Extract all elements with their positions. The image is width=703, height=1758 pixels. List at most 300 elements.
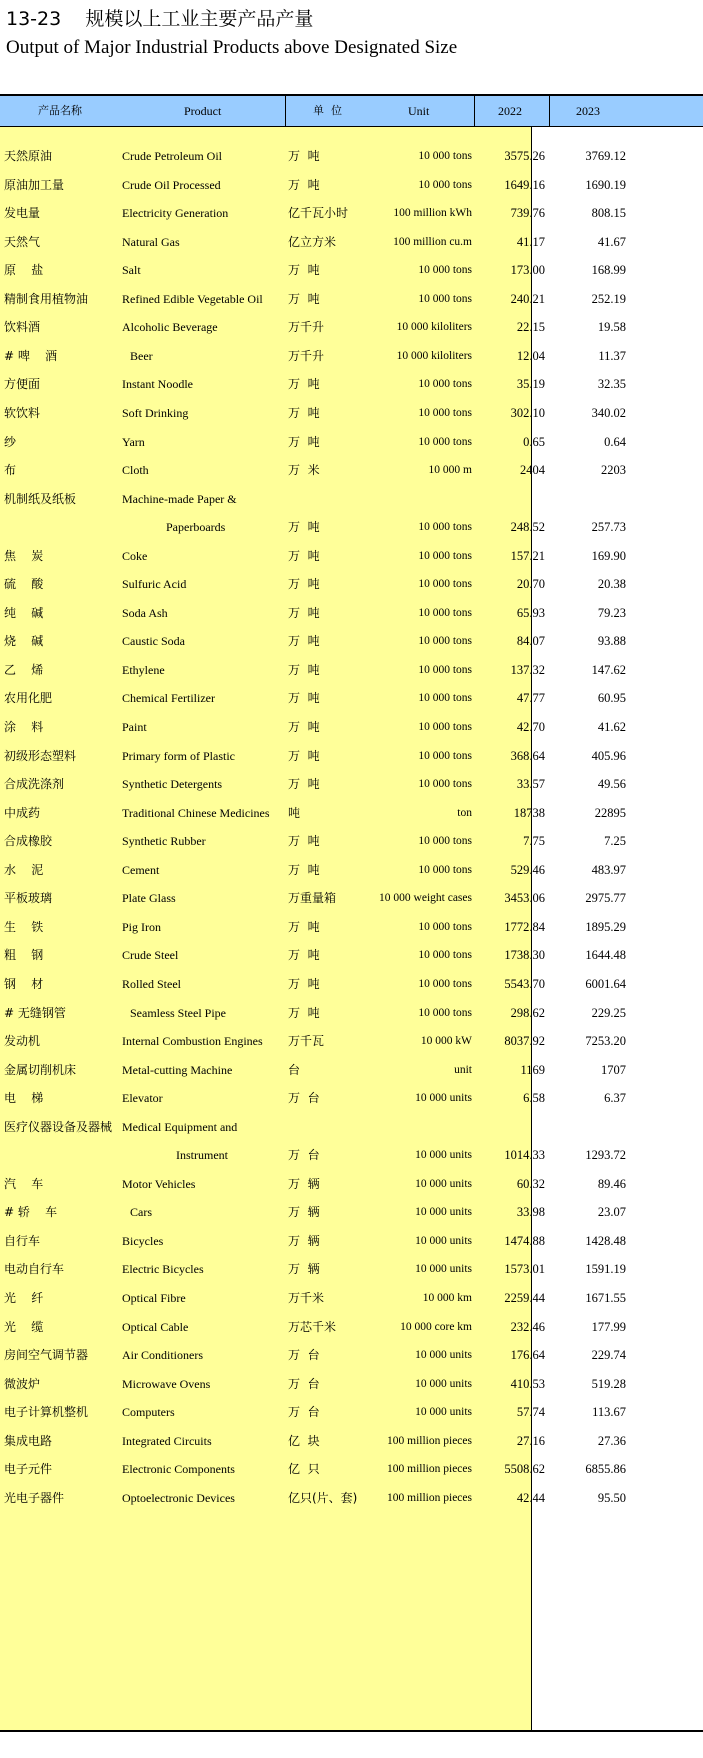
unit-en: 10 000 tons — [418, 635, 472, 648]
value-2022: 18738 — [513, 805, 545, 820]
unit-cn: 万 吨 — [288, 919, 320, 934]
value-2023: 1591.19 — [585, 1262, 626, 1277]
product-name-cn: # 啤 酒 — [4, 348, 58, 363]
unit-cn: 万 辆 — [288, 1262, 320, 1277]
table-row — [0, 797, 703, 829]
product-name-en: Optoelectronic Devices — [122, 1490, 235, 1505]
product-name-cn: 发动机 — [4, 1034, 41, 1049]
value-2023: 177.99 — [591, 1319, 626, 1334]
table-row — [0, 1225, 703, 1257]
value-2022: 1014.33 — [504, 1148, 545, 1163]
unit-en: 10 000 tons — [418, 863, 472, 876]
product-name-en: Crude Petroleum Oil — [122, 149, 222, 163]
table-row — [0, 1482, 703, 1514]
product-name-cn: 天然气 — [4, 234, 41, 249]
product-name-en: Natural Gas — [122, 234, 180, 249]
value-2023: 340.02 — [591, 405, 626, 420]
table-row — [0, 1368, 703, 1400]
product-name-en: Crude Oil Processed — [122, 177, 221, 192]
value-2022: 42.70 — [516, 720, 545, 734]
product-name-cn: 生 铁 — [4, 919, 44, 934]
product-name-cn: 微波炉 — [4, 1376, 41, 1391]
product-name-en: Chemical Fertilizer — [122, 691, 215, 706]
table-row — [0, 882, 703, 914]
product-name-cn: 平板玻璃 — [4, 891, 53, 906]
value-2022: 35.19 — [516, 377, 545, 392]
unit-en: 10 000 kiloliters — [396, 349, 472, 362]
product-name-cn: # 无缝钢管 — [4, 1005, 66, 1020]
unit-cn: 亿千瓦小时 — [288, 206, 349, 221]
unit-cn: 万 吨 — [288, 520, 320, 535]
unit-en: 100 million pieces — [387, 1491, 472, 1504]
product-name-cn: 硫 酸 — [4, 577, 44, 592]
unit-en: 10 000 tons — [418, 178, 472, 191]
value-2023: 32.35 — [597, 377, 626, 392]
product-name-en: Electricity Generation — [122, 206, 229, 221]
unit-cn: 万 吨 — [288, 177, 320, 192]
unit-en: 10 000 tons — [418, 578, 472, 591]
unit-cn: 万 吨 — [288, 263, 320, 278]
value-2023: 229.25 — [591, 1005, 626, 1020]
value-2022: 137.32 — [510, 662, 545, 677]
unit-cn: 万 辆 — [288, 1205, 320, 1220]
unit-en: 10 000 tons — [418, 721, 472, 733]
unit-en: 10 000 tons — [418, 150, 472, 162]
header-unit-cn: 单 位 — [313, 104, 342, 117]
value-2022: 248.52 — [510, 520, 545, 535]
table-row — [0, 1339, 703, 1371]
product-name-en: Integrated Circuits — [122, 1433, 212, 1448]
unit-en: 10 000 tons — [418, 264, 472, 277]
table-row — [0, 1139, 703, 1171]
value-2023: 1707 — [601, 1062, 626, 1077]
unit-en: 10 000 units — [415, 1206, 472, 1219]
unit-en: 10 000 tons — [418, 835, 472, 848]
table-row — [0, 454, 703, 486]
product-name-cn: 电动自行车 — [4, 1262, 65, 1277]
value-2023: 19.58 — [597, 320, 626, 335]
unit-cn: 万 吨 — [288, 405, 320, 420]
product-name-en: Electronic Components — [122, 1462, 235, 1477]
value-2022: 20.70 — [516, 577, 545, 592]
product-name-cn: 电子计算机整机 — [4, 1405, 89, 1420]
value-2023: 113.67 — [592, 1405, 626, 1420]
product-name-cn: 布 — [4, 463, 17, 478]
unit-cn: 万 吨 — [288, 720, 320, 734]
value-2022: 2259.44 — [504, 1291, 545, 1305]
value-2022: 739.76 — [510, 206, 545, 221]
product-name-cn: 钢 材 — [4, 976, 44, 991]
table-row — [0, 511, 703, 543]
product-name-cn: 电 梯 — [4, 1091, 44, 1106]
unit-en: 10 000 tons — [418, 663, 472, 676]
value-2022: 6.58 — [523, 1091, 545, 1106]
unit-en: 10 000 tons — [418, 949, 472, 962]
unit-en: 10 000 tons — [418, 292, 472, 305]
table-row — [0, 911, 703, 943]
product-name-en: Medical Equipment and — [122, 1119, 238, 1134]
product-name-en: Salt — [122, 263, 141, 278]
product-name-en: Yarn — [122, 434, 145, 449]
table-row — [0, 1168, 703, 1200]
product-name-cn: 原 盐 — [4, 263, 44, 278]
product-name-en: Synthetic Detergents — [122, 777, 223, 792]
value-2023: 1293.72 — [585, 1148, 626, 1163]
product-name-cn: 汽 车 — [4, 1176, 44, 1191]
product-name-cn: 房间空气调节器 — [4, 1348, 89, 1363]
value-2022: 3575.26 — [504, 149, 545, 163]
value-2023: 93.88 — [597, 634, 626, 649]
table-row — [0, 1425, 703, 1457]
value-2022: 1738.30 — [504, 948, 545, 963]
unit-cn: 亿立方米 — [288, 234, 337, 249]
table-row — [0, 1111, 703, 1143]
unit-cn: 万 辆 — [288, 1176, 320, 1191]
unit-cn: 万 吨 — [288, 748, 320, 763]
value-2022: 57.74 — [516, 1405, 545, 1420]
value-2023: 252.19 — [591, 291, 626, 306]
table-row — [0, 768, 703, 800]
value-2022: 41.17 — [516, 234, 545, 249]
product-name-en: Elevator — [122, 1091, 163, 1106]
value-2022: 60.32 — [516, 1176, 545, 1191]
value-2022: 1474.88 — [504, 1233, 545, 1248]
value-2023: 79.23 — [597, 605, 626, 620]
product-name-en: Electric Bicycles — [122, 1262, 204, 1277]
product-name-en: Cloth — [122, 463, 149, 478]
table-row — [0, 426, 703, 458]
product-name-cn: 自行车 — [4, 1233, 41, 1248]
value-2023: 49.56 — [597, 777, 626, 792]
value-2023: 405.96 — [591, 748, 626, 763]
table-title-cn-text: 规模以上工业主要产品产量 — [85, 8, 314, 30]
value-2022: 1573.01 — [504, 1262, 545, 1277]
table-row — [0, 568, 703, 600]
table-row — [0, 340, 703, 372]
table-row — [0, 1025, 703, 1057]
product-name-en: Seamless Steel Pipe — [130, 1005, 226, 1020]
table-row — [0, 854, 703, 886]
unit-cn: 万 台 — [288, 1148, 320, 1163]
unit-en: 10 000 tons — [418, 549, 472, 562]
value-2023: 257.73 — [591, 520, 626, 535]
value-2023: 1644.48 — [585, 948, 626, 963]
value-2023: 41.62 — [597, 720, 626, 734]
product-name-en: Computers — [122, 1405, 175, 1420]
product-name-cn: 纯 碱 — [4, 605, 44, 620]
value-2023: 1690.19 — [585, 177, 626, 192]
product-name-en: Instant Noodle — [122, 377, 193, 392]
unit-en: ton — [457, 806, 472, 819]
table-row — [0, 654, 703, 686]
table-row — [0, 968, 703, 1000]
header-unit-en: Unit — [408, 104, 430, 118]
product-name-cn: 光 纤 — [4, 1291, 44, 1305]
value-2022: 0.65 — [523, 434, 545, 449]
value-2022: 84.07 — [516, 634, 545, 649]
header-product-en: Product — [184, 104, 222, 118]
unit-en: 10 000 tons — [418, 435, 472, 448]
product-name-cn: 中成药 — [4, 805, 41, 820]
product-name-en: Synthetic Rubber — [122, 834, 206, 849]
header-year-2023: 2023 — [576, 104, 600, 118]
value-2023: 6001.64 — [585, 976, 626, 991]
unit-cn: 万 吨 — [288, 1005, 320, 1020]
value-2023: 6.37 — [604, 1091, 626, 1106]
product-name-cn: 乙 烯 — [4, 662, 44, 677]
product-name-en: Air Conditioners — [122, 1348, 203, 1363]
value-2022: 3453.06 — [504, 891, 545, 906]
table-row — [0, 1054, 703, 1086]
table-row — [0, 997, 703, 1029]
unit-en: 10 000 core km — [400, 1320, 472, 1333]
unit-en: 10 000 units — [415, 1177, 472, 1190]
unit-cn: 万 吨 — [288, 605, 320, 620]
table-row — [0, 1253, 703, 1285]
value-2023: 808.15 — [591, 206, 626, 221]
value-2023: 1428.48 — [585, 1233, 626, 1248]
unit-en: 10 000 units — [415, 1149, 472, 1162]
value-2022: 42.44 — [516, 1490, 545, 1505]
product-name-cn: 金属切削机床 — [4, 1062, 77, 1077]
value-2023: 168.99 — [591, 263, 626, 278]
value-2023: 23.07 — [597, 1205, 626, 1220]
unit-cn: 吨 — [288, 805, 301, 820]
product-name-cn: 光 缆 — [4, 1319, 44, 1334]
value-2023: 3769.12 — [585, 149, 626, 163]
table-row — [0, 597, 703, 629]
value-2023: 229.74 — [591, 1348, 626, 1363]
header-year-2022: 2022 — [498, 104, 522, 118]
value-2022: 2404 — [520, 463, 545, 478]
table-row — [0, 1082, 703, 1114]
table-row — [0, 1453, 703, 1485]
value-2023: 169.90 — [591, 548, 626, 563]
product-name-en: Traditional Chinese Medicines — [122, 805, 270, 820]
table-row — [0, 1311, 703, 1343]
unit-cn: 万 台 — [288, 1376, 320, 1391]
unit-en: 10 000 units — [415, 1263, 472, 1276]
product-name-en: Refined Edible Vegetable Oil — [122, 291, 263, 306]
product-name-cn: 光电子器件 — [4, 1490, 65, 1505]
value-2022: 176.64 — [510, 1348, 545, 1363]
unit-en: 10 000 tons — [418, 1006, 472, 1019]
unit-en: 10 000 tons — [418, 749, 472, 762]
table-number: 13-23 — [6, 8, 62, 30]
unit-en: 10 000 units — [415, 1234, 472, 1247]
value-2022: 47.77 — [516, 691, 545, 706]
unit-cn: 万千升 — [288, 348, 325, 363]
product-name-en: Internal Combustion Engines — [122, 1034, 263, 1049]
unit-en: 10 000 tons — [418, 920, 472, 933]
product-name-en: Crude Steel — [122, 948, 179, 963]
unit-cn: 万千米 — [288, 1291, 325, 1305]
unit-cn: 万 吨 — [288, 691, 320, 706]
product-name-cn: 医疗仪器设备及器械 — [4, 1119, 113, 1134]
value-2022: 8037.92 — [504, 1034, 545, 1049]
table-row — [0, 397, 703, 429]
product-name-en: Instrument — [176, 1148, 228, 1163]
value-2022: 1772.84 — [504, 919, 545, 934]
value-2023: 0.64 — [604, 434, 626, 449]
value-2023: 1895.29 — [585, 919, 626, 934]
unit-en: 100 million pieces — [387, 1434, 472, 1447]
value-2022: 368.64 — [510, 748, 545, 763]
table-row — [0, 226, 703, 258]
product-name-en: Caustic Soda — [122, 634, 185, 649]
value-2022: 302.10 — [510, 405, 545, 420]
product-name-cn: 粗 钢 — [4, 948, 44, 963]
product-name-cn: 农用化肥 — [4, 691, 53, 706]
unit-en: 100 million cu.m — [393, 235, 472, 248]
product-name-en: Bicycles — [122, 1233, 164, 1248]
header-product-cn: 产品名称 — [38, 104, 82, 117]
product-name-cn: # 轿 车 — [4, 1205, 58, 1220]
value-2023: 483.97 — [591, 862, 626, 877]
table-row — [0, 740, 703, 772]
unit-cn: 万 台 — [288, 1405, 320, 1420]
unit-cn: 台 — [288, 1062, 301, 1077]
value-2023: 2203 — [601, 463, 626, 478]
unit-en: 10 000 units — [415, 1349, 472, 1362]
product-name-cn: 集成电路 — [4, 1433, 53, 1448]
product-name-cn: 涂 料 — [4, 720, 44, 734]
table-row — [0, 254, 703, 286]
table-row — [0, 311, 703, 343]
value-2022: 240.21 — [510, 291, 545, 306]
unit-en: 10 000 units — [415, 1092, 472, 1105]
value-2023: 20.38 — [597, 577, 626, 592]
unit-en: 10 000 tons — [418, 977, 472, 990]
product-name-en: Paperboards — [166, 520, 226, 535]
value-2022: 529.46 — [510, 862, 545, 877]
product-name-en: Ethylene — [122, 662, 165, 677]
value-2022: 7.75 — [523, 834, 545, 849]
unit-cn: 万 吨 — [288, 662, 320, 677]
unit-en: 10 000 kW — [420, 1035, 472, 1048]
unit-en: unit — [454, 1063, 472, 1076]
unit-cn: 万 吨 — [288, 377, 320, 392]
value-2023: 22895 — [594, 805, 626, 820]
product-name-cn: 焦 炭 — [4, 548, 44, 563]
unit-cn: 亿只(片、套) — [288, 1490, 358, 1505]
product-name-en: Primary form of Plastic — [122, 748, 235, 763]
unit-cn: 亿 块 — [288, 1433, 320, 1448]
value-2022: 27.16 — [516, 1433, 545, 1448]
value-2022: 65.93 — [516, 605, 545, 620]
unit-cn: 万重量箱 — [288, 891, 337, 906]
table-row — [0, 625, 703, 657]
table-row — [0, 169, 703, 201]
bottom-rule — [0, 1730, 703, 1732]
product-name-cn: 合成橡胶 — [4, 834, 53, 849]
product-name-cn: 原油加工量 — [4, 177, 65, 192]
unit-cn: 万 台 — [288, 1348, 320, 1363]
value-2022: 298.62 — [510, 1005, 545, 1020]
product-name-cn: 纱 — [4, 434, 17, 449]
table-row — [0, 283, 703, 315]
unit-en: 100 million pieces — [387, 1463, 472, 1476]
unit-cn: 万 吨 — [288, 834, 320, 849]
product-name-en: Soft Drinking — [122, 405, 189, 420]
value-2023: 95.50 — [597, 1490, 626, 1505]
unit-cn: 万 米 — [288, 463, 320, 478]
product-name-cn: 水 泥 — [4, 862, 44, 877]
value-2022: 410.53 — [510, 1376, 545, 1391]
unit-cn: 万 台 — [288, 1091, 320, 1106]
unit-cn: 万芯千米 — [288, 1319, 337, 1334]
table-row — [0, 140, 703, 172]
unit-en: 100 million kWh — [393, 207, 472, 220]
unit-cn: 万 吨 — [288, 976, 320, 991]
product-name-cn: 电子元件 — [4, 1462, 53, 1477]
product-name-cn: 发电量 — [4, 206, 41, 221]
value-2023: 27.36 — [597, 1433, 626, 1448]
product-name-cn: 精制食用植物油 — [4, 291, 89, 306]
table-row — [0, 368, 703, 400]
value-2023: 60.95 — [597, 691, 626, 706]
unit-en: 10 000 tons — [418, 406, 472, 419]
product-name-cn: 烧 碱 — [4, 634, 44, 649]
unit-cn: 万 吨 — [288, 777, 320, 792]
product-name-en: Pig Iron — [122, 919, 161, 934]
product-name-en: Motor Vehicles — [122, 1176, 196, 1191]
value-2023: 41.67 — [597, 234, 626, 249]
unit-en: 10 000 tons — [418, 778, 472, 791]
product-name-cn: 初级形态塑料 — [4, 748, 77, 763]
product-name-en: Metal-cutting Machine — [122, 1062, 233, 1077]
unit-en: 10 000 m — [428, 464, 472, 477]
unit-cn: 万 吨 — [288, 291, 320, 306]
value-2022: 12.04 — [516, 348, 545, 363]
unit-en: 10 000 tons — [418, 521, 472, 534]
table-row — [0, 682, 703, 714]
product-name-en: Cars — [130, 1205, 152, 1220]
table-row — [0, 483, 703, 515]
table-row — [0, 1396, 703, 1428]
table-row — [0, 197, 703, 229]
unit-en: 10 000 units — [415, 1406, 472, 1419]
product-name-en: Optical Fibre — [122, 1291, 186, 1305]
unit-cn: 亿 只 — [288, 1462, 320, 1477]
unit-cn: 万 吨 — [288, 862, 320, 877]
value-2023: 6855.86 — [585, 1462, 626, 1477]
table-row — [0, 825, 703, 857]
unit-cn: 万千瓦 — [288, 1034, 325, 1049]
product-name-en: Paint — [122, 720, 147, 734]
value-2023: 2975.77 — [585, 891, 626, 906]
value-2022: 5543.70 — [504, 976, 545, 991]
value-2022: 232.46 — [510, 1319, 545, 1334]
product-name-cn: 方便面 — [4, 377, 41, 392]
unit-cn: 万 吨 — [288, 634, 320, 649]
product-name-en: Beer — [130, 348, 153, 363]
unit-cn: 万 辆 — [288, 1233, 320, 1248]
table-row — [0, 1282, 703, 1314]
table-row — [0, 939, 703, 971]
product-name-en: Machine-made Paper & — [122, 491, 237, 506]
value-2022: 1169 — [520, 1062, 545, 1077]
table-title-english: Output of Major Industrial Products above Designated Size — [6, 37, 458, 58]
value-2022: 5508.62 — [504, 1462, 545, 1477]
unit-cn: 万 吨 — [288, 548, 320, 563]
unit-en: 10 000 units — [415, 1377, 472, 1390]
unit-en: 10 000 tons — [418, 378, 472, 391]
value-2023: 7253.20 — [585, 1034, 626, 1049]
product-name-cn: 饮料酒 — [4, 320, 41, 335]
product-name-cn: 合成洗涤剂 — [4, 777, 65, 792]
value-2023: 147.62 — [591, 662, 626, 677]
